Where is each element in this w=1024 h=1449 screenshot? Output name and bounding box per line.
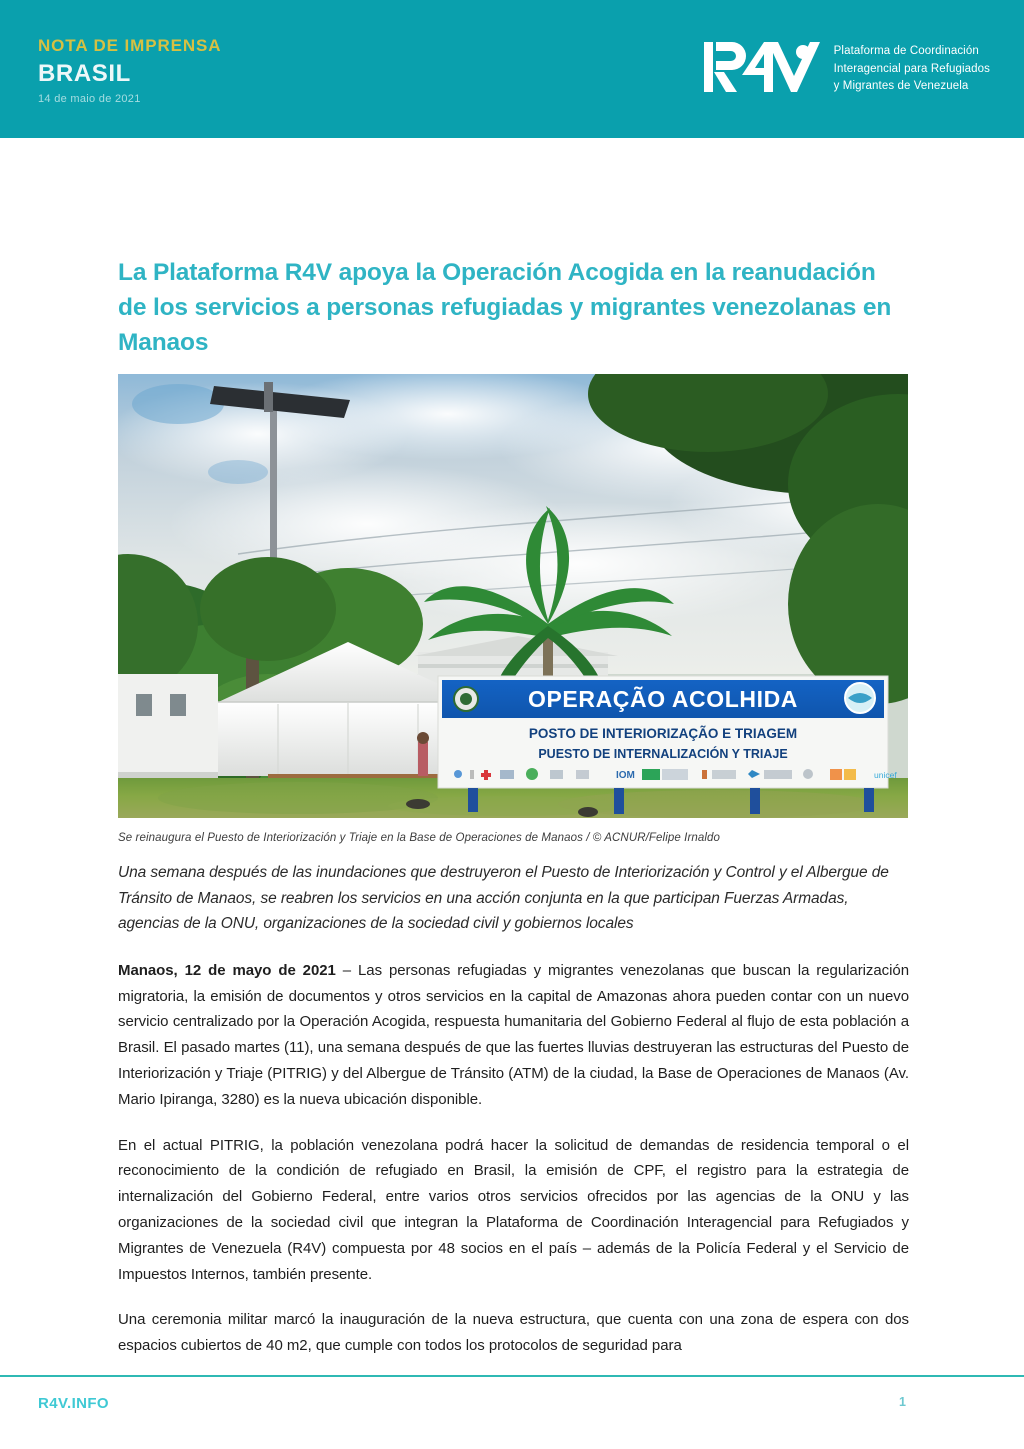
article-paragraph-3: Una ceremonia militar marcó la inauguración de la nueva estructura, que cuenta con una zona de espera con dos espacios cubiertos de 40 m2, que cumple con todos los protocolos de seguridad para bbox=[118, 1311, 909, 1355]
article-lead: Una semana después de las inundaciones que destruyeron el Puesto de Interiorización y Control y el Albergue de Tránsito de Manaos, se reabren los servicios en una acción conjunta en la que participan Fuerzas Armadas, agencias de la ONU, organizaciones de la sociedad civil y gobiernos locales bbox=[118, 864, 889, 932]
logo-tagline-line-3: y Migrantes de Venezuela bbox=[833, 80, 969, 93]
photo-caption: Se reinaugura el Puesto de Interiorización y Triaje en la Base de Operaciones de Manaos / © ACNUR/Felipe Irnaldo bbox=[118, 832, 721, 845]
header-date: 14 de maio de 2021 bbox=[38, 92, 141, 105]
svg-text:unicef: unicef bbox=[874, 770, 897, 781]
logo-tagline-line-1: Plataforma de Coordinación bbox=[833, 44, 979, 57]
article-paragraph-1-text: – Las personas refugiadas y migrantes venezolanas que buscan la regularización migratoria, la emisión de documentos y otros servicios en la capital de Amazonas ahora pueden contar con un nuevo servicio centralizado por la Operación Acogida, respuesta humanitaria del Gobierno Federal al flujo de esta población a Brasil. El pasado martes (11), una semana después de que las fuertes lluvias destruyeran las estructuras del Puesto de Interiorización y Triaje (PITRIG) y del Albergue de Tránsito (ATM) de la ciudad, la Base de Operaciones de Manaos (Av. Mario Ipiranga, 3280) es la nueva ubicación disponible. bbox=[118, 961, 909, 1108]
page-header bbox=[0, 0, 1024, 138]
header-left-block bbox=[38, 30, 221, 105]
article-content bbox=[0, 138, 1024, 1359]
header-kicker: NOTA DE IMPRENSA bbox=[38, 36, 222, 55]
article-dateline: Manaos, 12 de mayo de 2021 bbox=[118, 961, 336, 979]
r4v-logo-icon bbox=[702, 38, 820, 101]
svg-text:IOM: IOM bbox=[616, 770, 635, 782]
logo-tagline-line-2: Interagencial para Refugiados bbox=[833, 62, 990, 75]
page-footer bbox=[0, 1377, 1024, 1449]
svg-text:POSTO DE INTERIORIZAÇÃO E TRIA: POSTO DE INTERIORIZAÇÃO E TRIAGEM bbox=[528, 726, 798, 742]
page-title: La Plataforma R4V apoya la Operación Acogida en la reanudación de los servicios a personas refugiadas y migrantes venezolanas en Manaos bbox=[118, 259, 892, 356]
r4v-logo-block bbox=[702, 30, 990, 101]
page-number: 1 bbox=[899, 1395, 906, 1409]
r4v-logo-tagline bbox=[834, 43, 990, 96]
svg-text:OPERAÇÃO ACOLHIDA: OPERAÇÃO ACOLHIDA bbox=[527, 686, 799, 713]
article-photo bbox=[118, 374, 908, 818]
footer-brand-link[interactable]: R4V.INFO bbox=[38, 1395, 110, 1412]
article-paragraph-1 bbox=[118, 958, 909, 1113]
article-paragraph-2: En el actual PITRIG, la población venezolana podrá hacer la solicitud de demandas de residencia temporal o el reconocimiento de la condición de refugiado en Brasil, la emisión de CPF, el registro para la estrategia de internalización del Gobierno Federal, entre varios otros servicios ofrecidos por las agencias de la ONU y las organizaciones de la sociedad civil que integran la Plataforma de Coordinación Interagencial para Refugiados y Migrantes de Venezuela (R4V) compuesta por 48 socios en el país – además de la Policía Federal y el Servicio de Impuestos Internos, también presente. bbox=[118, 1136, 909, 1283]
header-country: BRASIL bbox=[38, 59, 131, 87]
svg-text:PUESTO DE INTERNALIZACIÓN Y TR: PUESTO DE INTERNALIZACIÓN Y TRIAJE bbox=[538, 747, 788, 762]
